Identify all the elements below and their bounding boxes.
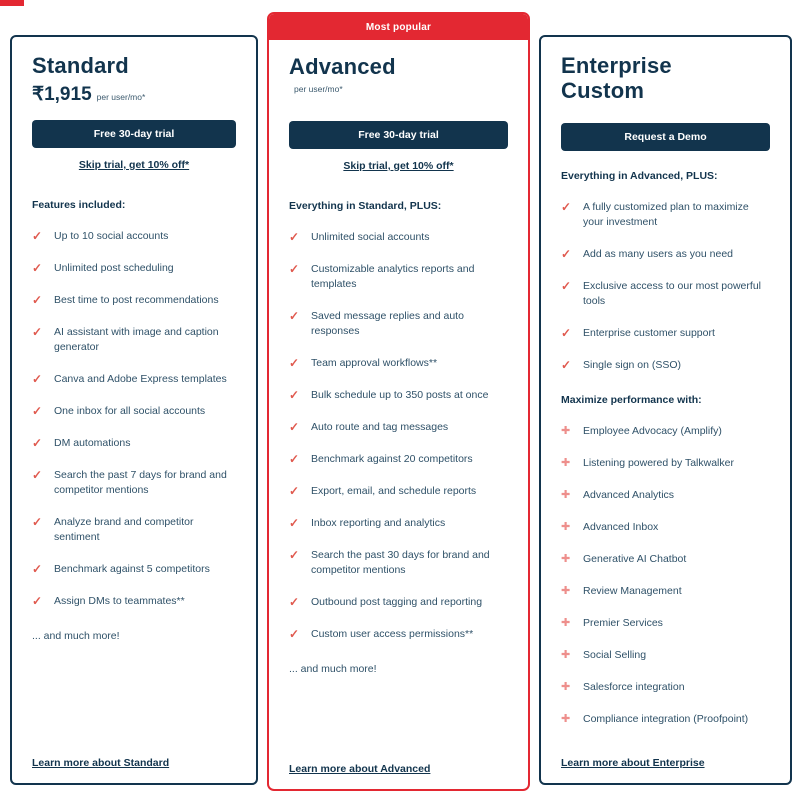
feature-text: Benchmark against 20 competitors — [311, 452, 473, 465]
feature-item — [32, 594, 236, 609]
feature-item — [289, 452, 508, 467]
plus-icon: ✚ — [561, 489, 571, 502]
advanced-card-body — [269, 40, 528, 789]
feature-list — [32, 229, 236, 626]
check-icon: ✓ — [289, 229, 300, 244]
feature-item — [32, 468, 236, 498]
feature-text: Best time to post recommendations — [54, 293, 219, 306]
check-icon: ✓ — [289, 308, 300, 323]
feature-item — [32, 436, 236, 451]
addons-heading: Maximize performance with: — [561, 394, 702, 407]
check-icon: ✓ — [32, 292, 43, 307]
spacer — [32, 642, 236, 757]
feature-text: Canva and Adobe Express templates — [54, 372, 227, 385]
check-icon: ✓ — [289, 419, 300, 434]
feature-text: Unlimited post scheduling — [54, 261, 174, 274]
plus-icon: ✚ — [561, 553, 571, 566]
addon-item — [561, 648, 770, 663]
feature-text: Assign DMs to teammates** — [54, 594, 185, 607]
feature-text: AI assistant with image and caption generator — [54, 325, 219, 353]
check-icon: ✓ — [32, 514, 43, 529]
feature-item — [289, 388, 508, 403]
and-much-more: ... and much more! — [32, 629, 120, 642]
check-icon: ✓ — [561, 247, 572, 262]
check-icon: ✓ — [289, 547, 300, 562]
plus-icon: ✚ — [561, 681, 571, 694]
feature-item — [32, 229, 236, 244]
feature-item — [289, 262, 508, 292]
addon-text: Employee Advocacy (Amplify) — [583, 425, 722, 438]
feature-item — [289, 627, 508, 642]
addon-text: Premier Services — [583, 617, 663, 630]
feature-text: Search the past 30 days for brand and competitor mentions — [311, 548, 490, 576]
check-icon: ✓ — [289, 387, 300, 402]
title-line-1: Enterprise — [561, 53, 672, 78]
feature-item — [289, 595, 508, 610]
check-icon: ✓ — [32, 228, 43, 243]
check-icon: ✓ — [32, 260, 43, 275]
addon-item — [561, 456, 770, 471]
plus-icon: ✚ — [561, 457, 571, 470]
addon-text: Generative AI Chatbot — [583, 553, 687, 566]
plus-icon: ✚ — [561, 713, 571, 726]
plus-icon: ✚ — [561, 425, 571, 438]
feature-text: Add as many users as you need — [583, 248, 734, 261]
plan-title-advanced: Advanced — [289, 54, 396, 79]
title-line-2: Custom — [561, 77, 645, 103]
feature-text: Inbox reporting and analytics — [311, 516, 446, 529]
feature-item — [289, 548, 508, 578]
addon-item — [561, 584, 770, 599]
feature-text: Custom user access permissions** — [311, 627, 474, 640]
feature-item — [561, 279, 770, 309]
most-popular-badge: Most popular — [269, 14, 528, 40]
plan-card-standard — [10, 35, 258, 785]
feature-item — [289, 484, 508, 499]
check-icon: ✓ — [32, 561, 43, 576]
skip-trial-link[interactable]: Skip trial, get 10% off* — [78, 158, 190, 171]
feature-text: Up to 10 social accounts — [54, 229, 169, 242]
addon-item — [561, 680, 770, 695]
feature-item — [289, 420, 508, 435]
check-icon: ✓ — [561, 358, 572, 373]
plan-price: ₹1,915 — [32, 83, 92, 105]
skip-trial-link[interactable]: Skip trial, get 10% off* — [343, 159, 454, 172]
request-demo-button[interactable]: Request a Demo — [561, 123, 770, 151]
plus-icon: ✚ — [561, 521, 571, 534]
features-heading: Features included: — [32, 198, 126, 211]
feature-item — [289, 230, 508, 245]
feature-text: Unlimited social accounts — [311, 230, 430, 243]
learn-more-enterprise-link[interactable]: Learn more about Enterprise — [561, 757, 705, 769]
check-icon: ✓ — [289, 515, 300, 530]
feature-item — [561, 358, 770, 373]
addon-item — [561, 424, 770, 439]
feature-list — [561, 200, 770, 390]
feature-item — [289, 356, 508, 371]
check-icon: ✓ — [32, 593, 43, 608]
addon-text: Listening powered by Talkwalker — [583, 457, 734, 470]
feature-text: Customizable analytics reports and templates — [311, 262, 475, 290]
feature-item — [289, 516, 508, 531]
stray-red-mark — [0, 0, 24, 6]
feature-text: Search the past 7 days for brand and competitor mentions — [54, 468, 227, 496]
check-icon: ✓ — [561, 200, 572, 215]
price-row — [289, 84, 508, 108]
feature-item — [32, 562, 236, 577]
plus-icon: ✚ — [561, 649, 571, 662]
addon-text: Compliance integration (Proofpoint) — [583, 713, 749, 726]
addon-item — [561, 488, 770, 503]
price-suffix: per user/mo* — [294, 83, 343, 94]
learn-more-standard-link[interactable]: Learn more about Standard — [32, 757, 170, 769]
feature-item — [32, 515, 236, 545]
plan-card-enterprise — [539, 35, 792, 785]
plus-icon: ✚ — [561, 585, 571, 598]
feature-item — [561, 247, 770, 262]
check-icon: ✓ — [32, 324, 43, 339]
free-trial-button[interactable]: Free 30-day trial — [289, 121, 508, 149]
free-trial-button[interactable]: Free 30-day trial — [32, 120, 236, 148]
features-heading: Everything in Standard, PLUS: — [289, 199, 442, 212]
feature-text: Team approval workflows** — [311, 356, 438, 369]
feature-text: Single sign on (SSO) — [583, 359, 682, 372]
price-suffix: per user/mo* — [96, 91, 146, 102]
feature-item — [32, 372, 236, 387]
addon-item — [561, 616, 770, 631]
addon-text: Advanced Analytics — [583, 489, 675, 502]
check-icon: ✓ — [32, 435, 43, 450]
addon-text: Advanced Inbox — [583, 521, 659, 534]
addon-text: Review Management — [583, 585, 682, 598]
check-icon: ✓ — [289, 626, 300, 641]
feature-text: Auto route and tag messages — [311, 420, 449, 433]
feature-item — [561, 200, 770, 230]
addon-text: Salesforce integration — [583, 681, 685, 694]
feature-item — [561, 326, 770, 341]
addon-item — [561, 552, 770, 567]
feature-text: Analyze brand and competitor sentiment — [54, 515, 194, 543]
feature-text: Enterprise customer support — [583, 327, 715, 340]
check-icon: ✓ — [32, 467, 43, 482]
feature-item — [32, 261, 236, 276]
feature-item — [32, 325, 236, 355]
feature-text: Saved message replies and auto responses — [311, 309, 464, 337]
check-icon: ✓ — [289, 261, 300, 276]
spacer — [289, 675, 508, 763]
feature-item — [32, 293, 236, 308]
feature-item — [289, 309, 508, 339]
feature-text: DM automations — [54, 436, 131, 449]
feature-list — [289, 230, 508, 659]
feature-text: Benchmark against 5 competitors — [54, 562, 210, 575]
plan-card-advanced — [267, 12, 530, 791]
plan-title-enterprise — [561, 54, 770, 103]
feature-text: A fully customized plan to maximize your investment — [583, 201, 749, 229]
check-icon: ✓ — [289, 355, 300, 370]
addon-text: Social Selling — [583, 649, 647, 662]
spacer — [561, 744, 770, 757]
price-row — [32, 83, 236, 107]
learn-more-advanced-link[interactable]: Learn more about Advanced — [289, 763, 431, 775]
check-icon: ✓ — [32, 403, 43, 418]
check-icon: ✓ — [32, 371, 43, 386]
feature-text: Exclusive access to our most powerful tools — [583, 280, 761, 308]
and-much-more: ... and much more! — [289, 662, 377, 675]
check-icon: ✓ — [289, 594, 300, 609]
check-icon: ✓ — [289, 451, 300, 466]
check-icon: ✓ — [561, 279, 572, 294]
plus-icon: ✚ — [561, 617, 571, 630]
feature-item — [32, 404, 236, 419]
features-heading: Everything in Advanced, PLUS: — [561, 170, 718, 183]
feature-text: Export, email, and schedule reports — [311, 484, 477, 497]
check-icon: ✓ — [289, 483, 300, 498]
addon-item — [561, 520, 770, 535]
feature-text: Bulk schedule up to 350 posts at once — [311, 388, 489, 401]
plan-title-standard: Standard — [32, 53, 129, 78]
addon-list — [561, 424, 770, 744]
check-icon: ✓ — [561, 326, 572, 341]
feature-text: Outbound post tagging and reporting — [311, 595, 483, 608]
addon-item — [561, 712, 770, 727]
feature-text: One inbox for all social accounts — [54, 404, 206, 417]
